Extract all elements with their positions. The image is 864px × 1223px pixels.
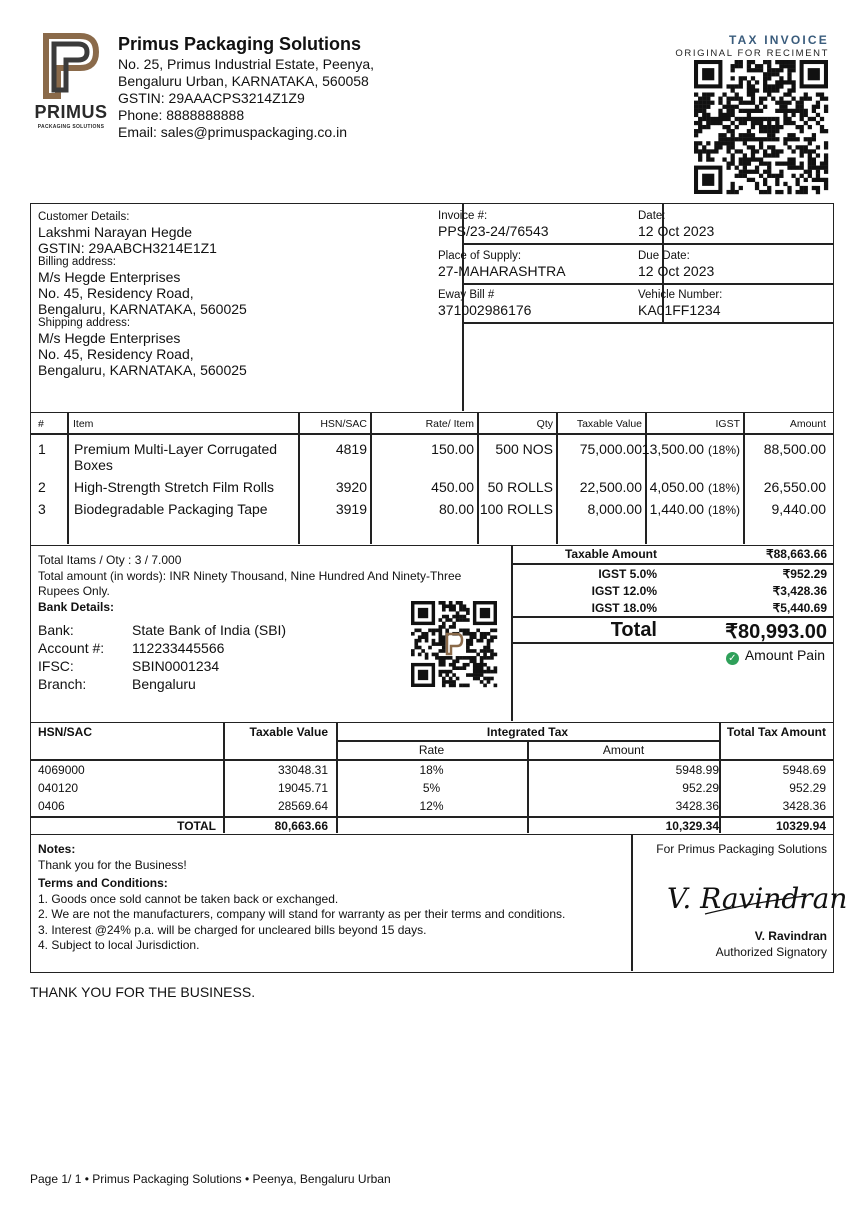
igst-percent: (18%) — [707, 503, 740, 517]
qr-code-icon — [694, 60, 828, 194]
customer-details — [38, 211, 247, 378]
hsn-amount: 952.29 — [682, 781, 719, 795]
page-footer: Page 1/ 1 • Primus Packaging Solutions • Peenya, Bengaluru Urban — [30, 1172, 391, 1186]
notes-left — [38, 842, 565, 954]
hsn-amount: 3428.36 — [675, 799, 719, 813]
col-header-taxable: Taxable Value — [576, 418, 642, 430]
col-divider — [556, 413, 558, 544]
company-email: Email: sales@primuspackaging.co.in — [118, 124, 347, 140]
customer-gstin: GSTIN: 29AABCH3214E1Z1 — [38, 240, 217, 256]
item-amount: 9,440.00 — [771, 501, 826, 517]
document-title: TAX INVOICE — [729, 33, 829, 47]
hsn-taxable: 33048.31 — [277, 763, 328, 777]
vehicle-number: KA01FF1234 — [638, 302, 721, 318]
hsn-taxable: 28569.64 — [277, 799, 328, 813]
col-divider — [743, 413, 745, 544]
row-divider — [463, 322, 833, 324]
payment-status — [726, 647, 825, 665]
item-name-line2: Boxes — [74, 457, 113, 473]
company-address-line1: No. 25, Primus Industrial Estate, Peenya, — [118, 56, 375, 72]
row-divider — [463, 243, 833, 245]
amount-in-words: Total amount (in words): INR Ninety Thousand, Nine Hundred And Ninety-Three — [38, 568, 462, 583]
notes-text: Thank you for the Business! — [38, 857, 187, 872]
hsn-taxable: 19045.71 — [277, 781, 328, 795]
hsn-code: 0406 — [38, 799, 65, 813]
branch-key: Branch: — [38, 676, 87, 692]
account-key: Account #: — [38, 640, 105, 656]
item-rate: 150.00 — [431, 441, 474, 457]
invoice-number: PPS/23-24/76543 — [438, 223, 549, 239]
notes-label: Notes: — [38, 842, 76, 856]
ifsc-key: IFSC: — [38, 658, 74, 674]
hsn-header-amount: Amount — [602, 743, 645, 757]
hsn-total-label: TOTAL — [177, 819, 216, 833]
taxable-amount-label: Taxable Amount — [564, 547, 657, 561]
account-number: 112233445566 — [132, 640, 225, 656]
item-amount: 88,500.00 — [763, 441, 826, 457]
shipping-label: Shipping address: — [38, 317, 131, 329]
igst18-label: IGST 18.0% — [591, 601, 657, 615]
hsn-amount: 5948.99 — [675, 763, 719, 777]
hsn-code: 040120 — [38, 781, 79, 795]
hsn-rate: 18% — [419, 763, 444, 777]
item-hsn: 4819 — [335, 441, 367, 457]
shipping-line: Bengaluru, KARNATAKA, 560025 — [38, 362, 247, 378]
company-name: Primus Packaging Solutions — [118, 34, 362, 54]
payment-qr-code — [411, 601, 497, 687]
customer-label: Customer Details: — [38, 211, 130, 223]
terms-line: 2. We are not the manufacturers, company will stand for warranty as per their terms and conditions. — [38, 907, 566, 921]
hsn-total-taxable: 80,663.66 — [274, 819, 328, 833]
terms-line: 3. Interest @24% p.a. will be charged for uncleared bills beyond 15 days. — [38, 922, 427, 937]
item-rate: 80.00 — [438, 501, 474, 517]
grand-total-label: Total — [610, 619, 657, 641]
company-logo — [30, 32, 112, 132]
grand-total-value: ₹80,993.00 — [725, 621, 827, 643]
item-rate: 450.00 — [431, 479, 474, 495]
item-taxable: 8,000.00 — [587, 501, 642, 517]
company-gstin: GSTIN: 29AAACPS3214Z1Z9 — [118, 90, 305, 106]
igst12-label: IGST 12.0% — [591, 584, 657, 598]
col-header-hsn: HSN/SAC — [320, 418, 367, 430]
item-taxable: 75,000.00 — [579, 441, 642, 457]
logo-tagline: PACKAGING SOLUTIONS — [37, 124, 105, 130]
item-no: 2 — [38, 479, 46, 495]
items-header-divider — [31, 433, 833, 435]
col-header-amount: Amount — [789, 418, 826, 430]
item-no: 1 — [38, 441, 46, 457]
igst5-value: ₹952.29 — [782, 567, 827, 581]
company-details — [118, 33, 374, 141]
branch-name: Bengaluru — [132, 676, 196, 692]
shipping-line: No. 45, Residency Road, — [38, 346, 194, 362]
bank-details — [38, 621, 286, 693]
item-name — [74, 441, 294, 473]
invoice-qr-code — [694, 60, 828, 194]
summary-section — [30, 545, 834, 723]
col-header-igst: IGST — [715, 418, 740, 430]
signature-script: V. Ravindran — [667, 882, 848, 915]
signature-area — [633, 834, 848, 971]
hsn-header-taxable: Taxable Value — [249, 725, 328, 739]
billing-label: Billing address: — [38, 256, 116, 268]
hsn-total-amount: 10,329.34 — [665, 819, 719, 833]
col-header-no: # — [38, 418, 44, 430]
eway-bill-label: Eway Bill # — [438, 289, 495, 301]
terms-label: Terms and Conditions: — [38, 876, 168, 890]
igst-amount: 4,050.00 — [649, 479, 705, 495]
billing-line: No. 45, Residency Road, — [38, 285, 194, 301]
igst-amount: 13,500.00 — [641, 441, 705, 457]
ifsc-code: SBIN0001234 — [132, 658, 220, 674]
item-igst — [642, 441, 740, 458]
item-hsn: 3920 — [335, 479, 367, 495]
col-divider — [67, 413, 69, 544]
item-name-line1: Premium Multi-Layer Corrugated — [74, 441, 278, 457]
hsn-summary-table — [30, 722, 834, 835]
signature-icon — [665, 874, 848, 922]
item-qty: 500 NOS — [495, 441, 553, 457]
eway-bill: 371002986176 — [438, 302, 532, 318]
item-hsn: 3919 — [335, 501, 367, 517]
hsn-header-integrated: Integrated Tax — [486, 725, 569, 739]
bank-name: State Bank of India (SBI) — [132, 622, 287, 638]
amount-in-words-cont: Rupees Only. — [38, 584, 110, 598]
hsn-total: 3428.36 — [782, 799, 826, 813]
item-amount: 26,550.00 — [763, 479, 826, 495]
igst5-label: IGST 5.0% — [598, 567, 657, 581]
item-qty: 50 ROLLS — [487, 479, 553, 495]
terms-line: 1. Goods once sold cannot be taken back or exchanged. — [38, 891, 339, 906]
row-divider — [31, 816, 833, 818]
hsn-header-total: Total Tax Amount — [726, 725, 826, 739]
bank-key: Bank: — [38, 622, 74, 638]
billing-line: Bengaluru, KARNATAKA, 560025 — [38, 301, 247, 317]
check-circle-icon: ✓ — [726, 652, 739, 665]
company-address-line2: Bengaluru Urban, KARNATAKA, 560058 — [118, 73, 369, 89]
igst-percent: (18%) — [707, 481, 740, 495]
igst-percent: (18%) — [707, 443, 740, 457]
item-igst — [650, 501, 740, 518]
row-divider — [31, 759, 833, 761]
date-label: Date: — [638, 210, 666, 222]
company-phone: Phone: 8888888888 — [118, 107, 245, 123]
hsn-rate: 12% — [419, 799, 444, 813]
thank-you-message: THANK YOU FOR THE BUSINESS. — [30, 984, 256, 1000]
hsn-total-total: 10329.94 — [775, 819, 826, 833]
hsn-code: 4069000 — [38, 763, 85, 777]
due-date-label: Due Date: — [638, 250, 690, 262]
document-subtitle: ORIGINAL FOR RECIMENT — [675, 48, 829, 59]
totals-divider — [512, 616, 833, 618]
col-header-rate: Rate/ Item — [425, 418, 474, 430]
invoice-number-label: Invoice #: — [438, 210, 488, 222]
signatory-name: V. Ravindran — [754, 929, 827, 943]
shipping-line: M/s Hegde Enterprises — [38, 330, 181, 346]
place-of-supply: 27-MAHARASHTRA — [438, 263, 566, 279]
col-divider — [645, 413, 647, 544]
item-name: Biodegradable Packaging Tape — [74, 501, 268, 517]
row-divider — [463, 283, 833, 285]
due-date: 12 Oct 2023 — [638, 263, 715, 279]
igst18-value: ₹5,440.69 — [772, 601, 827, 615]
place-of-supply-label: Place of Supply: — [438, 250, 522, 262]
signatory-title: Authorized Signatory — [715, 945, 827, 959]
totals-divider — [512, 563, 833, 565]
col-divider — [298, 413, 300, 544]
hsn-rate: 5% — [422, 781, 441, 795]
summary-divider — [511, 545, 513, 721]
customer-name: Lakshmi Narayan Hegde — [38, 224, 193, 240]
terms-line: 4. Subject to local Jurisdiction. — [38, 938, 200, 952]
logo-mark-icon — [30, 32, 112, 100]
col-header-item: Item — [73, 418, 94, 430]
invoice-date: 12 Oct 2023 — [638, 223, 715, 239]
item-qty: 100 ROLLS — [479, 501, 553, 517]
billing-line: M/s Hegde Enterprises — [38, 269, 181, 285]
items-table — [30, 413, 834, 546]
customer-invoice-box — [30, 203, 834, 413]
vehicle-number-label: Vehicle Number: — [638, 289, 723, 301]
hsn-total: 5948.69 — [782, 763, 826, 777]
for-company-label: For Primus Packaging Solutions — [656, 842, 827, 856]
hsn-header-hsn: HSN/SAC — [38, 725, 93, 739]
taxable-amount-value: ₹88,663.66 — [765, 547, 827, 561]
hsn-total: 952.29 — [789, 781, 826, 795]
item-taxable: 22,500.00 — [579, 479, 642, 495]
item-name: High-Strength Stretch Film Rolls — [74, 479, 274, 495]
item-no: 3 — [38, 501, 46, 517]
col-divider — [370, 413, 372, 544]
bank-details-label: Bank Details: — [38, 599, 115, 614]
qr-code-icon — [411, 601, 497, 687]
hsn-header-rate: Rate — [418, 743, 445, 757]
col-header-qty: Qty — [536, 418, 553, 430]
igst12-value: ₹3,428.36 — [772, 584, 827, 598]
notes-section — [30, 834, 848, 973]
total-items: Total Itams / Oty : 3 / 7.000 — [38, 553, 182, 567]
col-divider — [477, 413, 479, 544]
row-divider — [336, 740, 719, 742]
logo-wordmark: PRIMUS — [34, 102, 108, 122]
item-igst — [650, 479, 740, 496]
igst-amount: 1,440.00 — [649, 501, 705, 517]
payment-status-label: Amount Pain — [744, 647, 825, 663]
